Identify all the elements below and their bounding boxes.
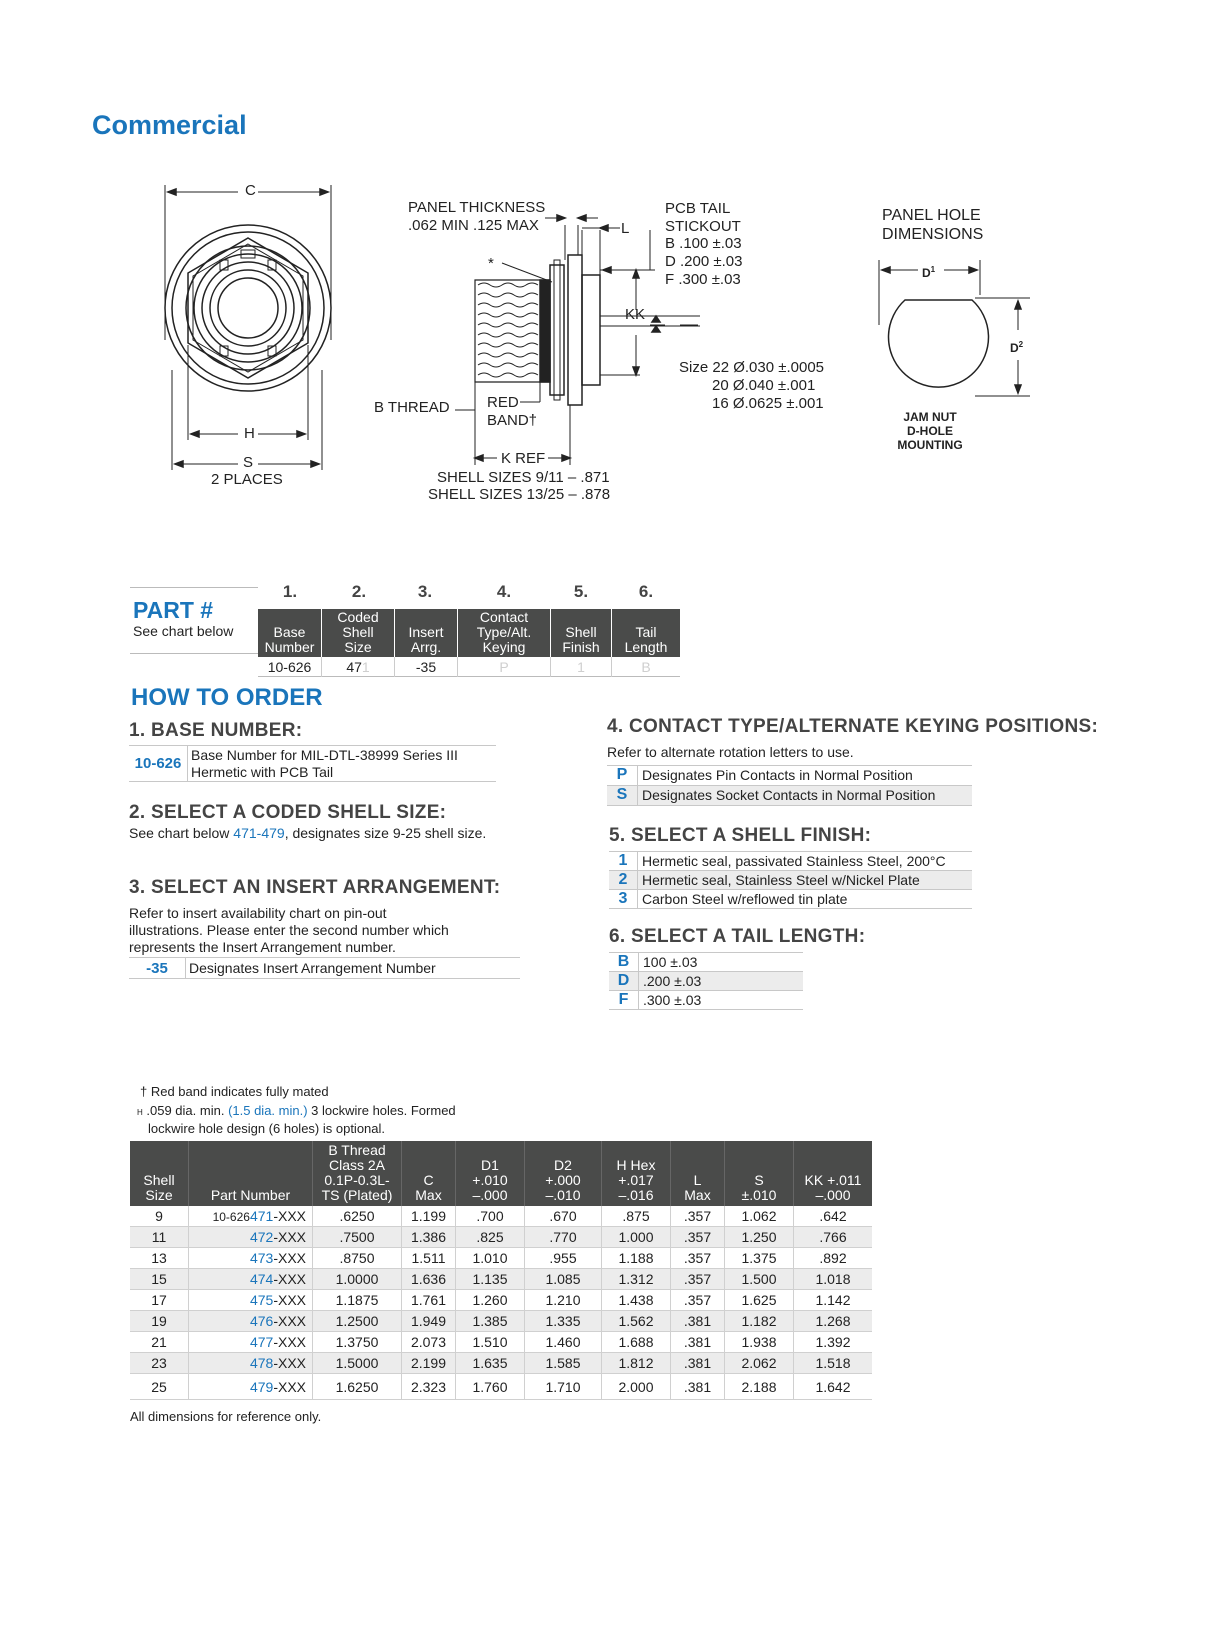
- cell-d2: .955: [525, 1248, 602, 1269]
- cell-shell-size: 13: [130, 1248, 189, 1269]
- tail-option-b: B 100 ±.03: [609, 953, 803, 972]
- cell-b: 1.1875: [313, 1290, 402, 1311]
- cell-b: .8750: [313, 1248, 402, 1269]
- table-row: [130, 1269, 872, 1290]
- table-row: [130, 1290, 872, 1311]
- th-part-number: Part Number: [189, 1141, 313, 1206]
- cell-l: .357: [671, 1290, 725, 1311]
- cell-d1: 1.635: [456, 1353, 525, 1374]
- cell-part-number: 479-XXX: [189, 1374, 313, 1400]
- pn-step-3: 3.: [417, 582, 433, 601]
- cell-kk: 1.018: [794, 1269, 873, 1290]
- size20-label: 20 Ø.040 ±.001: [712, 377, 816, 394]
- insert-code: -35: [129, 958, 186, 978]
- table-row: [130, 1227, 872, 1248]
- table-row: [130, 1206, 872, 1227]
- pn-step-2: 2.: [351, 582, 367, 601]
- cell-l: .357: [671, 1248, 725, 1269]
- cell-s: 2.062: [725, 1353, 794, 1374]
- cell-l: .357: [671, 1206, 725, 1227]
- cell-s: 1.625: [725, 1290, 794, 1311]
- cell-h: 1.438: [602, 1290, 671, 1311]
- cell-s: 1.182: [725, 1311, 794, 1332]
- pn-step-6: 6.: [638, 582, 654, 601]
- cell-d1: .825: [456, 1227, 525, 1248]
- cell-shell-size: 9: [130, 1206, 189, 1227]
- cell-l: .381: [671, 1374, 725, 1400]
- insert-row: [129, 957, 520, 979]
- size16-label: 16 Ø.0625 ±.001: [712, 395, 824, 412]
- cell-b: 1.5000: [313, 1353, 402, 1374]
- pn-step-4: 4.: [496, 582, 512, 601]
- cell-b: .7500: [313, 1227, 402, 1248]
- cell-c: 2.073: [402, 1332, 456, 1353]
- finish-options: [609, 851, 972, 909]
- stickout-label: STICKOUT: [665, 218, 741, 235]
- cell-d1: 1.260: [456, 1290, 525, 1311]
- dim-s-places: 2 PLACES: [211, 471, 283, 488]
- star-mark: *: [488, 255, 494, 272]
- cell-b: 1.2500: [313, 1311, 402, 1332]
- cell-d1: 1.010: [456, 1248, 525, 1269]
- finish-heading: 5. SELECT A SHELL FINISH:: [609, 825, 872, 846]
- how-to-order-title: HOW TO ORDER: [131, 684, 323, 711]
- cell-h: 1.562: [602, 1311, 671, 1332]
- part-number-subtitle: See chart below: [133, 623, 234, 639]
- pn-value-base: 10-626: [258, 657, 322, 677]
- cell-l: .381: [671, 1353, 725, 1374]
- cell-d2: .770: [525, 1227, 602, 1248]
- cell-s: 1.938: [725, 1332, 794, 1353]
- cell-s: 1.500: [725, 1269, 794, 1290]
- red-band-label-2: BAND†: [487, 412, 538, 429]
- contact-heading: 4. CONTACT TYPE/ALTERNATE KEYING POSITIONS:: [607, 716, 1099, 737]
- th-d2: D2 +.000 –.010: [525, 1141, 602, 1206]
- cell-c: 1.386: [402, 1227, 456, 1248]
- dim-c-label: C: [245, 182, 256, 199]
- tail-options: [609, 952, 803, 1010]
- insert-heading: 3. SELECT AN INSERT ARRANGEMENT:: [129, 877, 501, 898]
- cell-kk: .766: [794, 1227, 873, 1248]
- cell-d2: .670: [525, 1206, 602, 1227]
- cell-d2: 1.585: [525, 1353, 602, 1374]
- cell-part-number: 477-XXX: [189, 1332, 313, 1353]
- cell-c: 1.949: [402, 1311, 456, 1332]
- page-title: Commercial: [92, 110, 247, 140]
- cell-h: .875: [602, 1206, 671, 1227]
- cell-part-number: 472-XXX: [189, 1227, 313, 1248]
- cell-h: 1.812: [602, 1353, 671, 1374]
- cell-kk: 1.142: [794, 1290, 873, 1311]
- cell-s: 2.188: [725, 1374, 794, 1400]
- cell-b: 1.6250: [313, 1374, 402, 1400]
- cell-part-number: 10-626471-XXX: [189, 1206, 313, 1227]
- footer-note: All dimensions for reference only.: [130, 1409, 322, 1424]
- cell-d2: 1.085: [525, 1269, 602, 1290]
- pn-header-base: Base Number: [258, 609, 321, 657]
- cell-l: .381: [671, 1332, 725, 1353]
- cell-c: 1.761: [402, 1290, 456, 1311]
- th-c: C Max: [402, 1141, 456, 1206]
- cell-d1: 1.760: [456, 1374, 525, 1400]
- shell-size-heading: 2. SELECT A CODED SHELL SIZE:: [129, 802, 447, 823]
- th-h-hex: H Hex +.017 –.016: [602, 1141, 671, 1206]
- table-row: [130, 1248, 872, 1269]
- tail-heading: 6. SELECT A TAIL LENGTH:: [609, 926, 866, 947]
- cell-h: 1.312: [602, 1269, 671, 1290]
- cell-l: .381: [671, 1311, 725, 1332]
- pn-header-contact: Contact Type/Alt. Keying: [458, 609, 550, 657]
- panel-hole-title-2: DIMENSIONS: [882, 226, 984, 243]
- pn-header-shell: Coded Shell Size: [322, 609, 394, 657]
- lockwire-note: H .059 dia. min. (1.5 dia. min.) 3 lockwire holes. Formed: [137, 1103, 456, 1118]
- finish-option-3: 3 Carbon Steel w/reflowed tin plate: [609, 890, 972, 909]
- dim-s-label: S: [243, 454, 254, 471]
- th-l: L Max: [671, 1141, 725, 1206]
- cell-part-number: 478-XXX: [189, 1353, 313, 1374]
- contact-option-s: S Designates Socket Contacts in Normal Position: [607, 786, 972, 806]
- shell-size-text: See chart below 471-479, designates size 9-25 shell size.: [129, 825, 487, 841]
- pn-header-finish: Shell Finish: [551, 609, 611, 657]
- part-number-table: [135, 582, 715, 682]
- pcb-tail-label: PCB TAIL: [665, 200, 731, 217]
- finish-option-1: 1 Hermetic seal, passivated Stainless Steel, 200°C: [609, 852, 972, 871]
- cell-c: 1.199: [402, 1206, 456, 1227]
- drawing-lines: [0, 170, 1224, 530]
- cell-b: 1.0000: [313, 1269, 402, 1290]
- cell-d2: 1.460: [525, 1332, 602, 1353]
- cell-shell-size: 17: [130, 1290, 189, 1311]
- cell-kk: .642: [794, 1206, 873, 1227]
- cell-l: .357: [671, 1227, 725, 1248]
- shell-13-25-label: SHELL SIZES 13/25 – .878: [428, 486, 611, 503]
- cell-part-number: 473-XXX: [189, 1248, 313, 1269]
- cell-part-number: 474-XXX: [189, 1269, 313, 1290]
- th-s: S ±.010: [725, 1141, 794, 1206]
- th-shell-size: Shell Size: [130, 1141, 189, 1206]
- dim-h-label: H: [244, 425, 255, 442]
- dim-kk-label: KK: [625, 306, 646, 323]
- pn-value-insert: -35: [395, 657, 458, 677]
- cell-s: 1.375: [725, 1248, 794, 1269]
- cell-c: 1.511: [402, 1248, 456, 1269]
- dimensions-table: [130, 1141, 872, 1400]
- cell-shell-size: 11: [130, 1227, 189, 1248]
- cell-shell-size: 15: [130, 1269, 189, 1290]
- pn-step-1: 1.: [282, 582, 298, 601]
- d1-label: $D^1$: [922, 265, 936, 280]
- cell-part-number: 475-XXX: [189, 1290, 313, 1311]
- panel-thickness-label: PANEL THICKNESS: [408, 199, 546, 216]
- technical-drawing: [0, 170, 1224, 530]
- red-band-label-1: RED: [487, 394, 519, 411]
- pn-value-tail: B: [641, 659, 651, 675]
- cell-kk: 1.642: [794, 1374, 873, 1400]
- base-number-desc: Base Number for MIL-DTL-38999 Series III Hermetic with PCB Tail: [191, 747, 458, 780]
- th-d1: D1 +.010 –.000: [456, 1141, 525, 1206]
- b-thread-label: B THREAD: [374, 399, 450, 416]
- cell-c: 2.199: [402, 1353, 456, 1374]
- th-kk: KK +.011 –.000: [794, 1141, 873, 1206]
- finish-option-2: 2 Hermetic seal, Stainless Steel w/Nickel Plate: [609, 871, 972, 890]
- part-number-title: PART #: [133, 597, 214, 623]
- contact-text: Refer to alternate rotation letters to use.: [607, 744, 854, 760]
- cell-kk: 1.392: [794, 1332, 873, 1353]
- pn-value-finish: 1: [551, 657, 612, 677]
- pn-step-5: 5.: [573, 582, 589, 601]
- cell-part-number: 476-XXX: [189, 1311, 313, 1332]
- stickout-d: D .200 ±.03: [665, 253, 743, 270]
- cell-shell-size: 19: [130, 1311, 189, 1332]
- panel-hole-title-1: PANEL HOLE: [882, 207, 981, 224]
- base-number-row: [129, 745, 496, 782]
- size22-label: Size 22 Ø.030 ±.0005: [679, 359, 824, 376]
- cell-d2: 1.710: [525, 1374, 602, 1400]
- cell-d1: 1.510: [456, 1332, 525, 1353]
- insert-desc: Designates Insert Arrangement Number: [189, 960, 436, 976]
- table-row: [130, 1332, 872, 1353]
- base-number-heading: 1. BASE NUMBER:: [129, 720, 303, 741]
- table-row: [130, 1353, 872, 1374]
- lockwire-note-2: lockwire hole design (6 holes) is optional.: [148, 1121, 386, 1136]
- cell-d1: 1.135: [456, 1269, 525, 1290]
- pn-header-insert: Insert Arrg.: [395, 609, 457, 657]
- panel-thickness-range: .062 MIN .125 MAX: [408, 217, 539, 234]
- red-band-note: † Red band indicates fully mated: [140, 1084, 329, 1099]
- pn-header-tail: Tail Length: [612, 609, 680, 657]
- dim-table-header: [130, 1141, 872, 1206]
- d2-label: $D^2$: [1010, 340, 1024, 355]
- shell-9-11-label: SHELL SIZES 9/11 – .871: [437, 469, 610, 486]
- cell-d1: 1.385: [456, 1311, 525, 1332]
- contact-option-p: P Designates Pin Contacts in Normal Position: [607, 766, 972, 786]
- cell-d2: 1.210: [525, 1290, 602, 1311]
- cell-s: 1.250: [725, 1227, 794, 1248]
- cell-shell-size: 21: [130, 1332, 189, 1353]
- cell-d2: 1.335: [525, 1311, 602, 1332]
- cell-h: 1.688: [602, 1332, 671, 1353]
- cell-kk: .892: [794, 1248, 873, 1269]
- pn-value-contact: P: [458, 657, 551, 677]
- cell-s: 1.062: [725, 1206, 794, 1227]
- cell-c: 2.323: [402, 1374, 456, 1400]
- table-row: [130, 1311, 872, 1332]
- contact-options: [607, 765, 972, 806]
- cell-l: .357: [671, 1269, 725, 1290]
- cell-d1: .700: [456, 1206, 525, 1227]
- stickout-f: F .300 ±.03: [665, 271, 741, 288]
- cell-h: 1.188: [602, 1248, 671, 1269]
- jam-nut-label: JAM NUT D-HOLE MOUNTING: [897, 410, 963, 452]
- table-row: [130, 1374, 872, 1400]
- cell-c: 1.636: [402, 1269, 456, 1290]
- tail-option-d: D .200 ±.03: [609, 972, 803, 991]
- cell-h: 1.000: [602, 1227, 671, 1248]
- cell-h: 2.000: [602, 1374, 671, 1400]
- insert-text: Refer to insert availability chart on pin-out illustrations. Please enter the second number which represents the Insert Arrangement number.: [129, 905, 449, 955]
- cell-shell-size: 23: [130, 1353, 189, 1374]
- cell-b: .6250: [313, 1206, 402, 1227]
- cell-kk: 1.268: [794, 1311, 873, 1332]
- base-number-code: 10-626: [129, 746, 188, 781]
- th-b-thread: B Thread Class 2A 0.1P-0.3L- TS (Plated): [313, 1141, 402, 1206]
- stickout-b: B .100 ±.03: [665, 235, 742, 252]
- pn-value-shell: 471: [322, 657, 395, 677]
- cell-shell-size: 25: [130, 1374, 189, 1400]
- cell-b: 1.3750: [313, 1332, 402, 1353]
- dim-l-label: L: [621, 220, 630, 237]
- k-ref-label: K REF: [501, 450, 546, 467]
- tail-option-f: F .300 ±.03: [609, 991, 803, 1010]
- cell-kk: 1.518: [794, 1353, 873, 1374]
